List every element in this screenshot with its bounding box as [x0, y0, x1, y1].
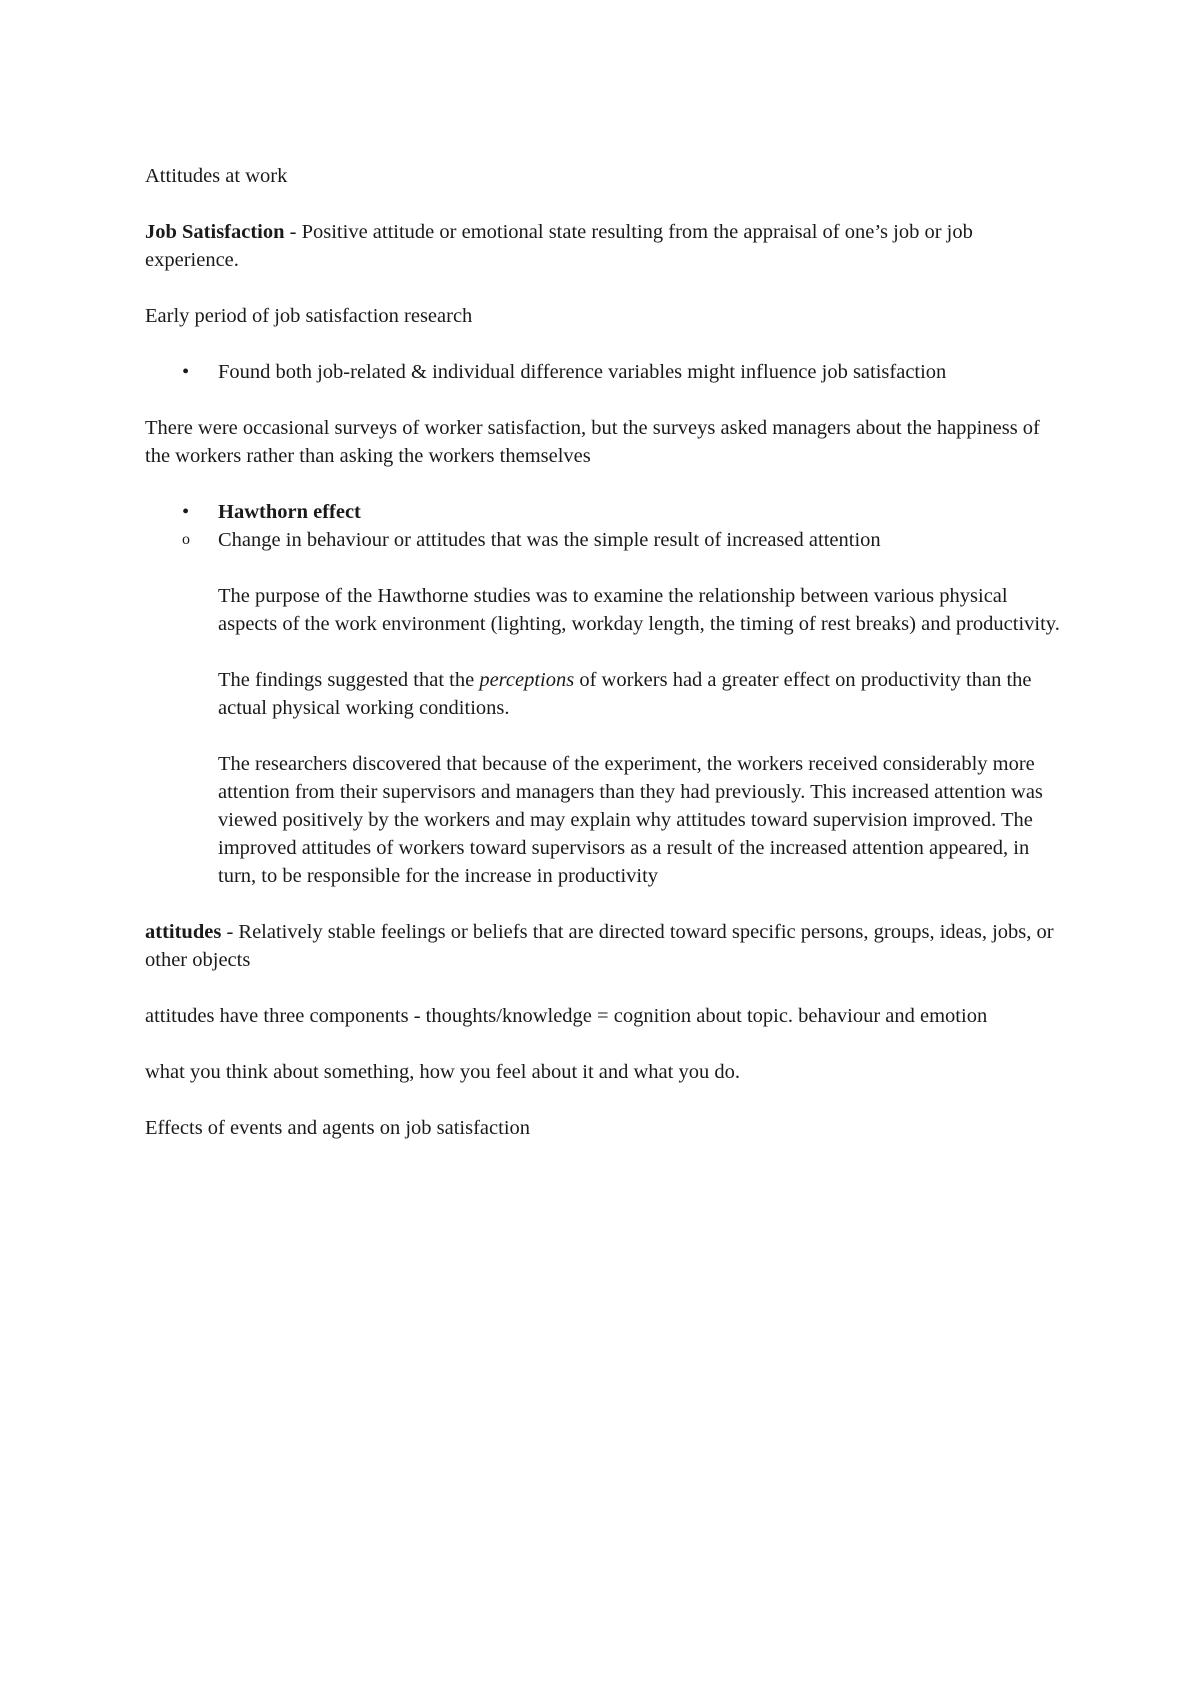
purpose-paragraph: The purpose of the Hawthorne studies was to examine the relationship between various physical aspects of the work environment (lighting, workday length, the timing of rest breaks) and productivity. [218, 585, 1060, 635]
job-satisfaction-definition [145, 218, 1065, 274]
attitudes-definition [145, 918, 1065, 974]
document-title: Attitudes at work [145, 165, 288, 187]
definition-term: Job Satisfaction [145, 221, 285, 243]
findings-text-end: of workers had a greater effect on productivity than the actual physical working conditions. [218, 669, 1032, 719]
document-page [145, 162, 1065, 1170]
bullet-icon: • [182, 361, 190, 383]
early-period-heading: Early period of job satisfaction research [145, 305, 473, 327]
list-item-text: Found both job-related & individual difference variables might influence job satisfaction [218, 361, 947, 383]
circle-bullet-icon: o [182, 531, 190, 548]
definition-text: - Positive attitude or emotional state resulting from the appraisal of one’s job or job experience. [145, 221, 973, 271]
sub-list-item [145, 526, 1065, 554]
findings-text-start: The findings suggested that the [218, 669, 480, 691]
researchers-paragraph: The researchers discovered that because of the experiment, the workers received considerably more attention from their supervisors and managers than they had previously. This increased attention was viewed positively by the workers and may explain why attitudes toward supervision improved. The improved attitudes of workers toward supervisors as a result of the increased attention appeared, in turn, to be responsible for the increase in productivity [218, 753, 1043, 887]
definition-term: attitudes [145, 921, 222, 943]
findings-paragraph [218, 666, 1065, 722]
sub-list [145, 526, 1065, 554]
bullet-icon: • [182, 501, 190, 523]
definition-text: - Relatively stable feelings or beliefs that are directed toward specific persons, groups, ideas, jobs, or other objects [145, 921, 1054, 971]
findings-emphasis: perceptions [479, 669, 575, 691]
list-item [145, 358, 1065, 386]
hawthorne-term: Hawthorn effect [218, 501, 361, 523]
components-paragraph: attitudes have three components - thoughts/knowledge = cognition about topic. behaviour and emotion [145, 1005, 988, 1027]
effects-heading: Effects of events and agents on job satisfaction [145, 1117, 531, 1139]
think-feel-do-paragraph: what you think about something, how you feel about it and what you do. [145, 1061, 740, 1083]
sub-list-item-text: Change in behaviour or attitudes that was the simple result of increased attention [218, 529, 881, 551]
surveys-paragraph: There were occasional surveys of worker satisfaction, but the surveys asked managers about the happiness of the workers rather than asking the workers themselves [145, 417, 1040, 467]
bullet-list [145, 358, 1065, 386]
hawthorne-list [145, 498, 1065, 526]
list-item [145, 498, 1065, 526]
